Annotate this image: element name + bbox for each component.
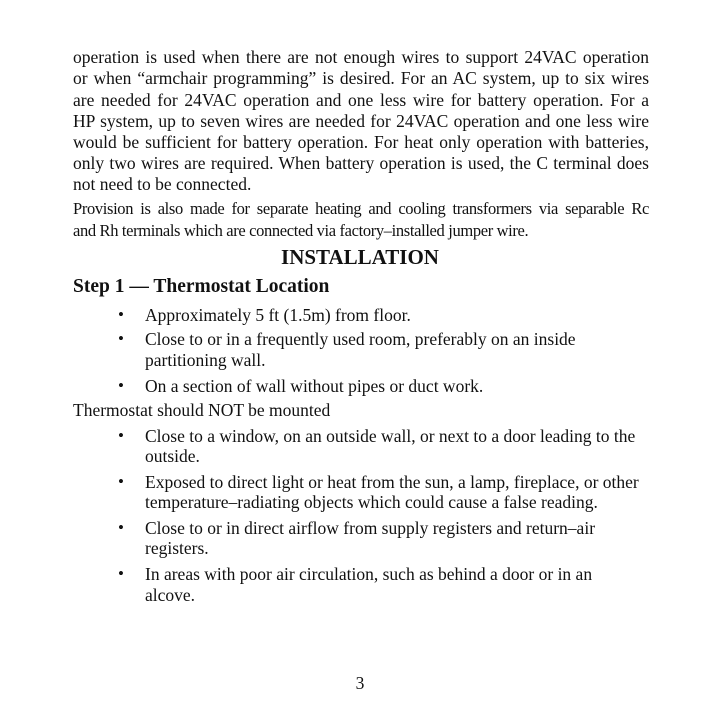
- bullet: •: [118, 329, 124, 348]
- list-item: Close to or in a frequently used room, preferably on an inside: [145, 329, 576, 349]
- list-item: Close to a window, on an outside wall, or next to a door leading to the: [145, 426, 636, 446]
- text-line: would be sufficient for battery operation. For heat only operation with batteries,: [73, 132, 649, 152]
- list-item: Close to or in direct airflow from supply registers and return–air: [145, 518, 596, 538]
- text-line: HP system, up to seven wires are needed for 24VAC operation and one less wire: [73, 111, 649, 131]
- bullet: •: [118, 564, 124, 583]
- text-line: and Rh terminals which are connected via factory–installed jumper wire.: [73, 221, 529, 240]
- text-line: or when “armchair programming” is desired. For an AC system, up to six wires: [73, 68, 649, 88]
- text-line: not need to be connected.: [73, 174, 252, 194]
- list-item-cont: partitioning wall.: [145, 350, 266, 370]
- list-item-cont: alcove.: [145, 585, 196, 605]
- text-line: only two wires are required. When battery operation is used, the C terminal does: [73, 153, 649, 173]
- list-item: Approximately 5 ft (1.5m) from floor.: [145, 305, 411, 325]
- bullet: •: [118, 305, 124, 324]
- list-item-cont: temperature–radiating objects which could cause a false reading.: [145, 492, 598, 512]
- text-line: Provision is also made for separate heating and cooling transformers via separable Rc: [73, 199, 649, 218]
- section-heading: INSTALLATION: [281, 245, 439, 269]
- list-item: Exposed to direct light or heat from the sun, a lamp, fireplace, or other: [145, 472, 639, 492]
- page-number: 3: [355, 673, 365, 693]
- list-item: On a section of wall without pipes or duct work.: [145, 376, 484, 396]
- bullet: •: [118, 426, 124, 445]
- bullet: •: [118, 472, 124, 491]
- list-item-cont: registers.: [145, 538, 209, 558]
- step-heading: Step 1 — Thermostat Location: [73, 276, 330, 297]
- not-mounted-label: Thermostat should NOT be mounted: [73, 400, 331, 420]
- list-item: In areas with poor air circulation, such as behind a door or in an: [145, 564, 593, 584]
- list-item-cont: outside.: [145, 446, 200, 466]
- bullet: •: [118, 376, 124, 395]
- bullet: •: [118, 518, 124, 537]
- text-line: operation is used when there are not enough wires to support 24VAC operation: [73, 47, 649, 67]
- text-line: are needed for 24VAC operation and one less wire for battery operation. For a: [73, 90, 649, 110]
